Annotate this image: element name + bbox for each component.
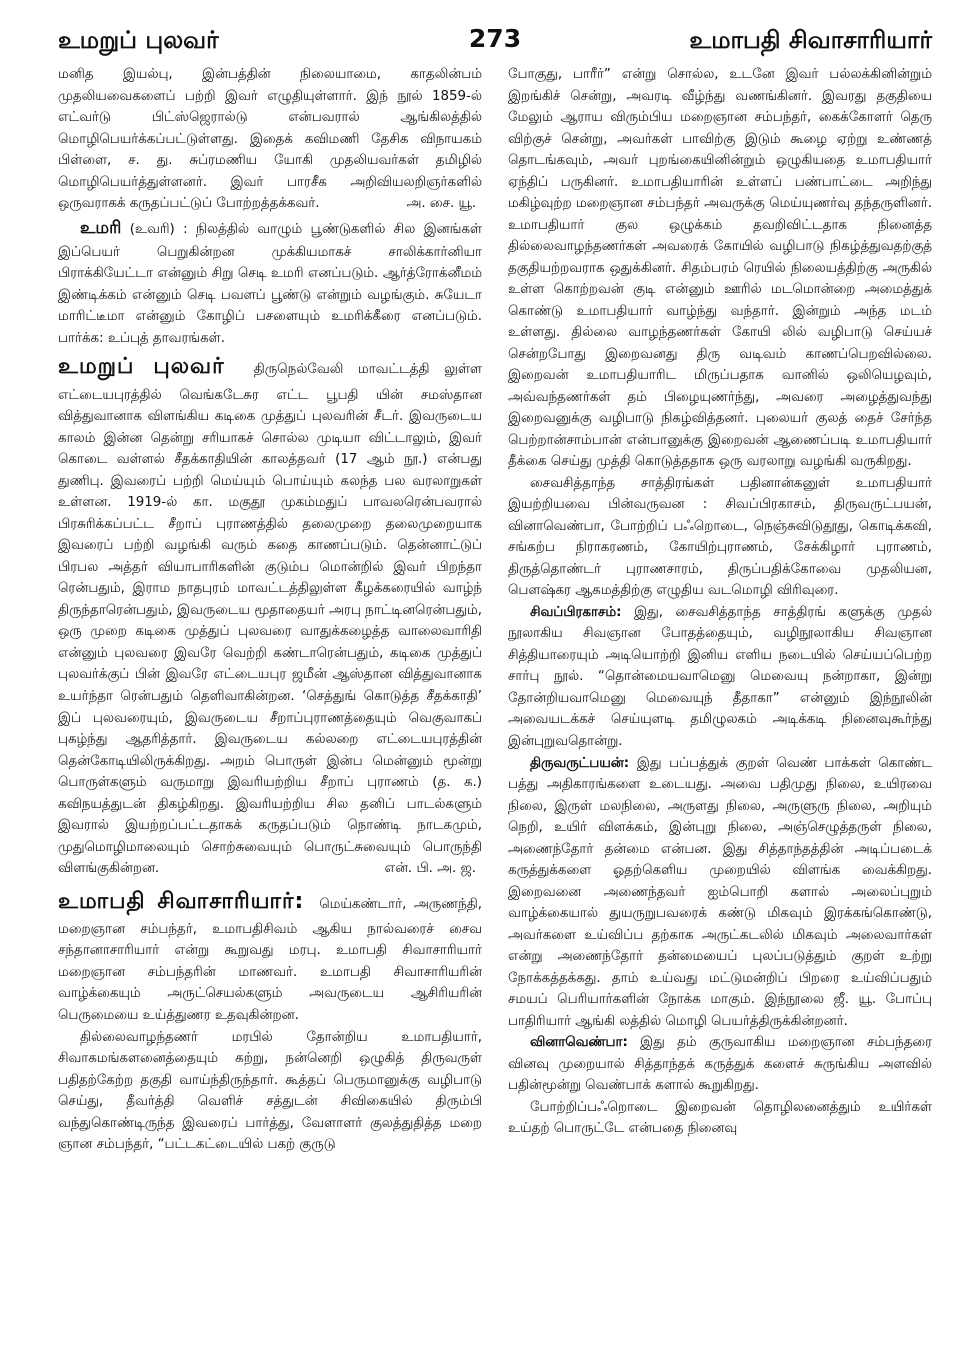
subentry-thiruvarutpayan: [508, 753, 932, 1033]
subentry-text: இது, சைவசித்தாந்த சாத்திரங் களுக்கு முதல் நூலாகிய சிவஞான போதத்தையும், வழிநூலாகிய சிவஞான சித்தியாரையும் அடியொற்றி இனிய எளிய நடையில் செய்யப்பெற்ற சார்பு நூல். “தொன்மையவாமெனு மெவையு நன்றாகா, இன்று தோன்றியவாமெனு மெவையுந் தீதாகா” என்னும் இந்நூலின் அவையடக்கச் செய்யுளடி தமிழுலகம் அடிக்கடி நினைவுகூர்ந்து இன்புறுவதொன்று.: [508, 604, 932, 749]
entry-text: (உவரி) : நிலத்தில் வாழும் பூண்டுகளில் சில இனங்கள் இப்பெயர் பெறுகின்றன முக்கியமாகச் சாலிக்கார்னியா பிராக்கியேட்டா என்னும் சிறு செடி உமரி எனப்படும். ஆர்த்ரோக்னீமம் இண்டிக்கம் என்னும் செடி பவளப் பூண்டு என்றும் வழங்கும். சுயேடா மாரிட்டீமா என்னும் கோழிப் பசளையும் உமரிக்கீரை எனப்படும். பார்க்க: உப்புத் தாவரங்கள்.: [58, 221, 482, 346]
subentry-text: இது பப்பத்துக் குறள் வெண் பாக்கள் கொண்ட பத்து அதிகாரங்களை உடையது. அவை பதிமுது நிலை, உயிரவை நிலை, இருள் மலநிலை, அருளது நிலை, அருளுரு நிலை, அறியும் நெறி, உயிர் விளக்கம், இன்புறு நிலை, அஞ்செழுத்தருள் நிலை, அணைந்தோர் தன்மை என்பன. இது சித்தாந்தத்தின் அடிப்படைக் கருத்துக்களை ஓதற்கெளிய முறையில் விளங்க வைக்கிறது. இறைவனை அணைந்தவர் ஐம்பொறி களால் அலைப்புறும் வாழ்க்கையால் துயருறுபவரைக் கண்டு மிகவும் இரக்கங்கொண்டு, அவர்களை உய்விப்ப தற்காக அருட்கடலில் மிகவும் அலைவார்கள் என்று அணைந்தோர் தன்மையைப் புலப்படுத்தும் குறள் உற்று நோக்கத்தக்கது. தாம் உய்வது மட்டுமன்றிப் பிறரை உய்விப்பதும் சமயப் பெரியார்களின் நோக்க மாகும். இந்நூலை ஜீ. யூ. போப்பு பாதிரியார் ஆங்கி லத்தில் மொழி பெயர்த்திருக்கின்றனர்.: [508, 755, 932, 1029]
running-head-right: உமாபதி சிவாசாரியார்: [689, 26, 932, 54]
paragraph: தில்லைவாழந்தணர் மரபில் தோன்றிய உமாபதியார், சிவாகமங்களனைத்தையும் கற்று, நன்னெறி ஒழுகித் திருவருள் பதிதற்கேற்ற தகுதி வாய்ந்திருந்தார். கூத்தப் பெருமானுக்கு வழிபாடு செய்து, தீவர்த்தி வெளிச் சத்துடன் சிவிகையில் திரும்பி வந்துகொண்டிருந்த இவரைப் பார்த்து, வேளாளர் குலத்துதித்த மறை ஞான சம்பந்தர், “பட்டகட்டையில் பகற் குருடு: [58, 1029, 482, 1153]
entry-umapathi: [58, 884, 482, 1027]
entry-heading: உமறுப் புலவர்: [58, 354, 225, 380]
paragraph: போற்றிப்பஃறொடை இறைவன் தொழிலனைத்தும் உயிர்கள் உய்தற் பொருட்டே என்பதை நினைவு: [508, 1099, 932, 1137]
subentry-text: இது தம் குருவாகிய மறைஞான சம்பந்தரை வினவு முறையால் சித்தாந்தக் கருத்துக் களைச் சுருங்கிய அளவில் பதின்மூன்று வெண்பாக் களால் கூறுகிறது.: [508, 1035, 933, 1094]
left-column: [58, 64, 482, 1156]
page-number: 273: [468, 24, 522, 53]
page-header: [58, 22, 932, 62]
subentry-vinavenba: [508, 1032, 932, 1097]
entry-umari: [58, 215, 482, 350]
author-initials: அ. சை. யூ.: [406, 196, 476, 212]
subentry-heading: சிவப்பிரகாசம்:: [530, 604, 622, 620]
paragraph: [58, 64, 482, 215]
author-initials: என். பி. அ. ஜ.: [384, 861, 476, 877]
paragraph: போகுது, பாரீர்” என்று சொல்ல, உடனே இவர் பல்லக்கினின்றும் இறங்கிச் சென்று, அவரடி வீழ்ந்து வணங்கினர். இவரது தகுதியை மேலும் ஆராய விரும்பிய மறைஞான சம்பந்தர், கைக்கோளர் தெரு விற்குச் சென்று, அவர்கள் பாவிற்கு இடும் கூழை ஏற்று உண்ணத் தொடங்கவும், அவர் புறங்கையினின்றும் ஒழுகியதை உமாபதியார் ஏந்திப் பருகினர். உமாபதியாரின் உள்ளப் பண்பாட்டை அறிந்து மகிழ்வுற்ற மறைஞான சம்பந்தர் அவருக்கு மெய்யுணர்வு தந்தருளினர். உமாபதியார் குல ஒழுக்கம் தவறிவிட்டதாக நினைத்த தில்லைவாழந்தணர்கள் அவரைக் கோயில் வழிபாடு நிகழ்த்துவதற்குத் தகுதியற்றவராக ஒதுக்கினர். சிதம்பரம் ரெயில் நிலையத்திற்கு அருகில் உள்ள கொற்றவன் குடி என்னும் ஊரில் மடமொன்றை அமைத்துக் கொண்டு உமாபதியார் வாழ்ந்து வந்தார். இன்றும் அந்த மடம் உள்ளது. தில்லை வாழந்தணர்கள் கோயி லில் வழிபாடு செய்யச் சென்றபோது இறைவனது திரு வடிவம் காணப்பெறவில்லை. இறைவன் உமாபதியாரிட மிருப்பதாக வானில் ஒலியெழவும், அவ்வந்தணர்கள் தம் பிழையுணர்ந்து, அவரை அழைத்துவந்து இறைவனுக்கு வழிபாடு நிகழ்வித்தனர். புலையர் குலத் தைச் சேர்ந்த பெற்றான்சாம்பான் என்பானுக்கு இறைவன் ஆணைப்படி உமாபதியார் தீக்கை செய்து முத்தி கொடுத்ததாக ஒரு வரலாறு வழங்கி வருகிறது.: [508, 67, 932, 470]
subentry-heading: வினாவெண்பா:: [530, 1035, 628, 1051]
entry-text: திருநெல்வேலி மாவட்டத்தி லுள்ள எட்டையபுரத்தில் வெங்கடேசுர எட்ட பூபதி யின் சமஸ்தான வித்துவானாக விளங்கிய கடிகை முத்துப் புலவரின் சீடர். இவருடைய காலம் இன்ன தென்று சரியாகச் சொல்ல முடியா விட்டாலும், இவர் கொடை வள்ளல் சீதக்காதியின் காலத்தவர் (17 ஆம் நூ.) என்பது துணிபு. இவரைப் பற்றி மெய்யும் பொய்யும் கலந்த பல வரலாறுகள் உள்ளன. 1919-ல் கா. மகுதூ முகம்மதுப் பாவலரென்பவரால் பிரசுரிக்கப்பட்ட சீறாப் புராணத்தில் தலைமுறை தலைமுறையாக இவரைப் பற்றி வழங்கி வரும் கதை காணப்படும். தென்னாட்டுப் பிரபல அத்தர் வியாபாரிகளின் குடும்ப மொன்றில் இவர் பிறந்தா ரென்பதும், இராம நாதபுரம் மாவட்டத்திலுள்ள கீழக்கரையில் வாழ்ந் திருந்தாரென்பதும், இவருடைய மூதாதையர் அரபு நாட்டினரென்பதும், ஒரு முறை கடிகை முத்துப் புலவரை வாதுக்கழைத்த வாலைவாரிதி என்னும் புலவரை இவரே வெற்றி கண்டாரென்பதும், கடிகை முத்துப் புலவர்க்குப் பின் இவரே எட்டையபுர ஜமீன் ஆஸ்தான வித்துவானாக உயர்ந்தா ரென்பதும் தெளிவாகின்றன. ‘செத்துங் கொடுத்த சீதக்காதி’ இப் புலவரையும், இவருடைய சீறாப்புராணத்தையும் வெகுவாகப் புகழ்ந்து ஆதரித்தார். இவருடைய கல்லறை எட்டையபுரத்தின் தென்கோடியிலிருக்கிறது. அறம் பொருள் இன்ப மென்னும் மூன்று பொருள்களும் வருமாறு இவரியற்றிய சீறாப் புராணம் (த. க.) கவிநயத்துடன் திகழ்கிறது. இவரியற்றிய சில தனிப் பாடல்களும் இவரால் இயற்றப்பட்டதாகக் கருதப்படும் நொண்டி நாடகமும், முதுமொழிமாலையும் சொற்சுவையும் பொருட்சுவையும் பொருந்தி விளங்குகின்றன.: [58, 362, 483, 877]
entry-umaru-pulavar: [58, 349, 482, 879]
entry-heading: உமாபதி சிவாசாரியார்:: [58, 888, 305, 914]
subentry-heading: திருவருட்பயன்:: [530, 755, 630, 771]
right-column: [508, 64, 932, 1156]
running-head-left: உமறுப் புலவர்: [58, 26, 219, 54]
paragraph-text: மனித இயல்பு, இன்பத்தின் நிலையாமை, காதலின்பம் முதலியவைகளைப் பற்றி இவர் எழுதியுள்ளார். இந் நூல் 1859-ல் எட்வர்டு பிட்ஸ்ஜெரால்டு என்பவரால் ஆங்கிலத்தில் மொழிபெயர்க்கப்பட்டுள்ளது. இதைக் கவிமணி தேசிக விநாயகம் பிள்ளை, ச. து. சுப்ரமணிய யோகி முதலியவர்கள் தமிழில் மொழிபெயர்த்துள்ளனர். இவர் பாரசீக அறிவியலறிஞர்களில் ஒருவராகக் கருதப்பட்டுப் போற்றத்தக்கவர்.: [58, 67, 482, 212]
entry-text: மெய்கண்டார், அருணந்தி, மறைஞான சம்பந்தர், உமாபதிசிவம் ஆகிய நால்வரைச் சைவ சந்தானாசாரியார் என்று கூறுவது மரபு. உமாபதி சிவாசாரியார் மறைஞான சம்பந்தரின் மாணவர். உமாபதி சிவாசாரியரின் வாழ்க்கையும் அருட்செயல்களும் அவருடைய ஆசிரியரின் பெருமையை உய்த்துணர உதவுகின்றன.: [58, 896, 482, 1023]
entry-heading: உமரி: [80, 217, 122, 238]
subentry-sivaprakasam: [508, 602, 932, 753]
paragraph: சைவசித்தாந்த சாத்திரங்கள் பதினான்கனுள் உமாபதியார் இயற்றியவை பின்வருவன : சிவப்பிரகாசம், திருவருட்பயன், வினாவெண்பா, போற்றிப் பஃறொடை, நெஞ்சுவிடுதூது, கொடிக்கவி, சங்கற்ப நிராகரணம், கோயிற்புராணம், சேக்கிழார் புராணம், திருத்தொண்டர் புராணசாரம், திருப்பதிக்கோவை முதலியன, பௌஷ்கர ஆகமத்திற்கு எழுதிய வடமொழி விரிவுரை.: [508, 475, 932, 599]
text-columns: [58, 64, 932, 1156]
